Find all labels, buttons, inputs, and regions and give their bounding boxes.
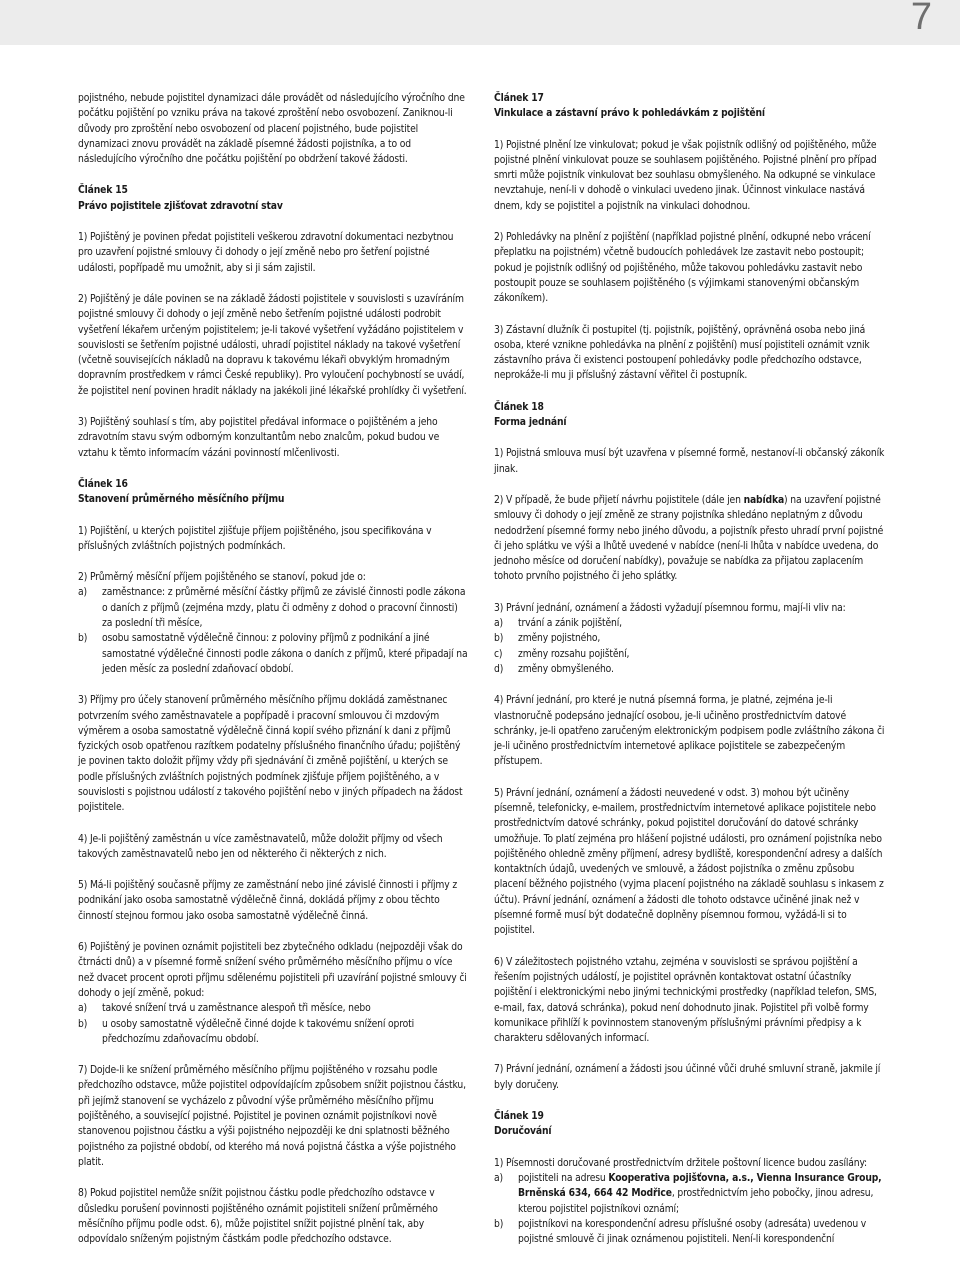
list-item bbox=[78, 1017, 470, 1048]
list-text: osobu samostatně výdělečně činnou: z poloviny příjmů z podnikání a jiné samostatné výdělečné činnosti podle zákona o daních z příjmů, které připadají na jeden měsíc za poslední zdaňovací období. bbox=[102, 632, 468, 675]
list-item bbox=[494, 616, 886, 631]
right-column bbox=[494, 91, 886, 1263]
article-16-paragraph-5: 5) Má-li pojištěný současně příjmy ze zaměstnání nebo jiné závislé činnosti i příjmy z podnikání jako osoba samostatně výdělečně činná, dokládá příjmy z obou těchto činností stejnou formou jako osoba samostatně výdělečně činná. bbox=[78, 879, 458, 922]
list-item bbox=[78, 631, 470, 677]
list-marker: a) bbox=[494, 617, 503, 630]
article-16-heading bbox=[78, 477, 470, 508]
article-17-title: Článek 17 bbox=[494, 92, 544, 104]
list-item bbox=[494, 1171, 886, 1217]
article-18-subtitle: Forma jednání bbox=[494, 416, 567, 429]
article-18-paragraph-4: 4) Právní jednání, pro které je nutná písemná forma, je platné, zejména je-li vlastnoručně podepsáno jednající osobou, je-li učiněno prostřednictvím datové schránky, je-li opatřeno zaručeným elektronickým podpisem podle zvláštního zákona či je-li učiněno prostřednictvím internetové aplikace pojistitele se zabezpečeným přístupem. bbox=[494, 694, 885, 768]
list-marker: d) bbox=[494, 662, 504, 675]
list-marker: b) bbox=[78, 1017, 88, 1030]
article-16-paragraph-6-list bbox=[78, 1001, 470, 1047]
list-marker: a) bbox=[494, 1171, 503, 1184]
page-number: 7 bbox=[910, 0, 932, 38]
article-16-paragraph-7: 7) Dojde-li ke snížení průměrného měsíčního příjmu pojištěného v rozsahu podle předchozího odstavce, může pojistitel odpovídajícím způsobem snížit pojistnou částku, při jejímž stanovení se vycházelo z původní výše průměrného měsíčního příjmu pojištěného, a související pojistné. Pojistitel je povinen oznámit pojistníkovi nově stanovenou pojistnou částku a výši pojistného nejpozději ke dni splatnosti běžného pojistného za pojistné období, od kterého má nová pojistná částka a výše pojistného platit. bbox=[78, 1064, 466, 1168]
list-text: změny rozsahu pojištění, bbox=[518, 647, 630, 660]
article-18-paragraph-7: 7) Právní jednání, oznámení a žádosti jsou účinné vůči druhé smluvní straně, jakmile jí byly doručeny. bbox=[494, 1063, 881, 1091]
list-marker: c) bbox=[494, 647, 503, 660]
article-15-paragraph-1: 1) Pojištěný je povinen předat pojistiteli veškerou zdravotní dokumentaci nezbytnou pro uzavření pojistné smlouvy či dohody o její změně nebo pro šetření pojistné události, popřípadě mu umožnit, aby si ji sám zajistil. bbox=[78, 231, 454, 274]
article-16-paragraph-4: 4) Je-li pojištěný zaměstnán u více zaměstnavatelů, může doložit příjmy od všech takových zaměstnavatelů nebo jen od některého či některých z nich. bbox=[78, 832, 443, 860]
article-18-paragraph-5: 5) Právní jednání, oznámení a žádosti neuvedené v odst. 3) mohou být učiněny písemně, telefonicky, e-mailem, prostřednictvím internetové aplikace pojistitele nebo prostřednictvím datové schránky, pokud pojistitel doručování do datové schránky umožňuje. To platí zejména pro hlášení pojistné události, pro oznámení pojistníka nebo pojištěného ohledně změny příjmení, adresy bydliště, korespondenční adresy a dalších kontaktních údajů, uvedených ve smlouvě, a žádost pojistníka o změnu způsobu placení běžného pojistného (vyjma placení pojistného na základě souhlasu s inkasem z účtu). Právní jednání, oznámení a žádosti dle tohoto odstavce učiněné jinak než v písemné formě musí být dodatečně doplněny písemnou formou, vyžádá-li si to pojistitel. bbox=[494, 786, 884, 937]
list-text: u osoby samostatně výdělečně činné dojde k takovému snížení oproti předchozímu zdaňovacímu období. bbox=[102, 1017, 415, 1045]
list-marker: a) bbox=[78, 1002, 87, 1015]
article-15-paragraph-2: 2) Pojištěný je dále povinen se na základě žádosti pojistitele v souvislosti s uzavíráním pojistné smlouvy či dohody o její změně nebo šetřením pojistné události podrobit vyšetření lékařem určeným pojistitelem; je-li takové vyšetření vyžádáno pojistitelem v souvislosti se šetřením pojistné události, uhradí pojistitel náklady na takové vyšetření (včetně souvisejících nákladů na dopravu k takovému lékaři obvyklým hromadným dopravním prostředkem v rámci České republiky). Pro vyloučení pochybností se uvádí, že pojistitel není povinen hradit náklady na jakékoli jiné lékařské prohlídky či vyšetření. bbox=[78, 292, 467, 397]
list-text: pojistníkovi na korespondenční adresu příslušné osoby (adresáta) uvedenou v pojistné smlouvě či jinak oznámenou pojistiteli. Není-li korespondenční bbox=[518, 1217, 867, 1246]
insurer-address: Kooperativa pojišťovna, a.s., Vienna Insurance Group, Brněnská 634, 664 42 Modřice bbox=[518, 1171, 882, 1200]
list-item bbox=[78, 1001, 470, 1016]
article-18-paragraph-1: 1) Pojistná smlouva musí být uzavřena v písemné formě, nestanoví-li občanský zákoník jinak. bbox=[494, 447, 885, 475]
list-marker: b) bbox=[78, 632, 88, 645]
article-16-subtitle: Stanovení průměrného měsíčního příjmu bbox=[78, 493, 285, 506]
list-text: změny obmyšleného. bbox=[518, 662, 614, 675]
article-16-title: Článek 16 bbox=[78, 477, 128, 490]
list-item bbox=[494, 647, 886, 662]
article-16-paragraph-1: 1) Pojištění, u kterých pojistitel zjišťuje příjem pojištěného, jsou specifikována v příslušných zvláštních pojistných podmínkách. bbox=[78, 524, 432, 552]
list-marker: b) bbox=[494, 1217, 504, 1230]
header-band bbox=[0, 0, 960, 45]
article-18-paragraph-3: 3) Právní jednání, oznámení a žádosti vyžadují písemnou formu, mají-li vliv na: bbox=[494, 601, 846, 614]
list-text: zaměstnance: z průměrné měsíční částky příjmů ze závislé činnosti podle zákona o daních z příjmů (zejména mzdy, platu či odměny z dohod o pracovní činnosti) za poslední tři měsíce, bbox=[102, 586, 466, 630]
article-16-paragraph-8: 8) Pokud pojistitel nemůže snížit pojistnou částku podle předchozího odstavce v důsledku porušení povinnosti pojištěného oznámit pojistiteli snížení průměrného měsíčního příjmu podle odst. 6), může pojistitel snížit pojistné plnění tak, aby odpovídalo sníženým pojistným částkám podle předchozího odstavce. bbox=[78, 1187, 438, 1246]
article-17-paragraph-3: 3) Zástavní dlužník či postupitel (tj. pojistník, pojištěný, oprávněná osoba nebo jiná osoba, které vznikne pohledávka na plnění z pojištění) musí pojistiteli oznámit vznik zástavního práva či existenci postoupení pohledávky podle předchozího odstavce, neprokáže-li mu ji příslušný zástavní věřitel či postupník. bbox=[494, 323, 870, 382]
intro-paragraph: pojistného, nebude pojistitel dynamizaci dále provádět od následujícího výročního dne počátku pojištění po vzniku práva na takové zproštění nebo osvobození. Zaniknou-li důvody pro zproštění nebo osvobození od placení pojistného, bude pojistitel dynamizaci znovu provádět na základě písemné žádosti pojistníka, a to od následujícího výročního dne počátku pojištění po obdržení takové žádosti. bbox=[78, 92, 465, 166]
left-column bbox=[78, 91, 470, 1247]
address-outro: , prostřednictvím jeho pobočky, jinou adresu, kterou pojistitel pojistníkovi oznámí; bbox=[518, 1187, 874, 1215]
article-19-subtitle: Doručování bbox=[494, 1125, 552, 1138]
article-18-title: Článek 18 bbox=[494, 400, 544, 413]
article-17-paragraph-1: 1) Pojistné plnění lze vinkulovat; pokud je však pojistník odlišný od pojištěného, může pojistné plnění vinkulovat pouze se souhlasem pojištěného. Pojistné plnění pro případ smrti může pojistník vinkulovat bez souhlasu obmyšleného. Na odkupné se vinkulace nevztahuje, není-li v dohodě o vinkulaci uvedeno jinak. Účinnost vinkulace nastává dnem, kdy se pojistitel a pojistník na vinkulaci dohodnou. bbox=[494, 138, 877, 212]
article-17-subtitle: Vinkulace a zástavní právo k pohledávkám z pojištění bbox=[494, 107, 765, 120]
list-marker: a) bbox=[78, 586, 87, 599]
list-item bbox=[494, 662, 886, 677]
article-16-paragraph-3: 3) Příjmy pro účely stanovení průměrného měsíčního příjmu dokládá zaměstnanec potvrzením svého zaměstnavatele a popřípadě i pracovní smlouvou či mzdovým výměrem a osoba samostatně výdělečně činná kopií svého přiznání k dani z příjmů fyzických osob opatřenou razítkem podatelny příslušného finančního úřadu; pojištěný je povinen takto doložit příjmy vždy při sjednávání či změně pojištění, u kterých se podle příslušných zvláštních pojistných podmínek zjišťuje příjem pojištěného, a v souvislosti s pojistnou událostí z takového pojištění nebo v jiných případech na žádost pojistitele. bbox=[78, 694, 463, 814]
article-16-paragraph-2: 2) Průměrný měsíční příjem pojištěného se stanoví, pokud jde o: bbox=[78, 571, 366, 584]
list-text bbox=[518, 1171, 886, 1217]
article-18-heading bbox=[494, 400, 886, 431]
article-16-paragraph-6: 6) Pojištěný je povinen oznámit pojistiteli bez zbytečného odkladu (nejpozději však do čtrnácti dnů) a v písemné formě snížení svého průměrného měsíčního příjmu o více než dvacet procent oproti příjmu sdělenému pojistiteli při uzavírání pojistné smlouvy či dohody o její změně, pokud: bbox=[78, 941, 467, 999]
article-19-paragraph-1: 1) Písemnosti doručované prostřednictvím držitele poštovní licence budou zasílány: bbox=[494, 1156, 868, 1169]
article-15-heading bbox=[78, 183, 470, 214]
article-15-title: Článek 15 bbox=[78, 184, 128, 197]
article-17-heading bbox=[494, 91, 886, 122]
article-19-title: Článek 19 bbox=[494, 1110, 544, 1123]
article-18-paragraph-2 bbox=[494, 493, 886, 585]
article-17-paragraph-2: 2) Pohledávky na plnění z pojištění (například pojistné plnění, odkupné nebo vrácení přeplatku na pojistném) včetně budoucích pohledávek lze zastavit nebo postoupit; pokud je pojistník odlišný od pojištěného, může takovou pohledávku zastavit nebo postoupit pouze se souhlasem pojištěného (s výjimkami stanovenými občanským zákoníkem). bbox=[494, 231, 871, 305]
article-15-paragraph-3: 3) Pojištěný souhlasí s tím, aby pojistitel předával informace o pojištěném a jeho zdravotním stavu svým odborným konzultantům nebo znalcům, pokud budou ve vztahu k těmto informacím vázáni povinností mlčenlivosti. bbox=[78, 416, 440, 459]
list-text: trvání a zánik pojištění, bbox=[518, 617, 622, 630]
article-18-paragraph-2-bold: nabídka bbox=[743, 493, 785, 506]
address-intro: pojistiteli na adresu bbox=[518, 1171, 609, 1184]
article-18-paragraph-6: 6) V záležitostech pojistného vztahu, zejména v souvislosti se správou pojištění a řešením pojistných událostí, je pojistitel oprávněn kontaktovat ostatní účastníky pojištění i elektronickými nebo jinými technickými prostředky (například telefon, SMS, e-mail, fax, datová schránka), pokud není dohodnuto jinak. Pojistitel při volbě formy komunikace přihlíží k povinnostem stanoveným příslušnými právními předpisy a k charakteru sdělovaných informací. bbox=[494, 955, 877, 1045]
article-19-paragraph-1-list bbox=[494, 1171, 886, 1247]
list-text: takové snížení trvá u zaměstnance alespoň tři měsíce, nebo bbox=[102, 1002, 371, 1015]
list-item bbox=[494, 1217, 886, 1248]
article-16-paragraph-2-list bbox=[78, 585, 470, 677]
article-18-paragraph-2-start: 2) V případě, že bude přijetí návrhu pojistitele (dále jen bbox=[494, 493, 744, 506]
article-18-paragraph-3-list bbox=[494, 616, 886, 677]
list-item bbox=[494, 631, 886, 646]
article-18-paragraph-2-end: ) na uzavření pojistné smlouvy či dohody o její změně ze strany pojistníka shledáno neplatným z důvodu nedodržení písemné formy nebo jiného důvodu, a pojistník přesto uhradí první pojistné či jeho splátku ve výši a lhůtě uvedené v nabídce (není-li lhůta v nabídce uvedena, do jednoho měsíce od doručení nabídky), považuje se nabídka za přijatou zaplacením tohoto prvního pojistného či jeho splátky. bbox=[494, 493, 884, 583]
list-marker: b) bbox=[494, 632, 504, 645]
article-19-heading bbox=[494, 1109, 886, 1140]
article-15-subtitle: Právo pojistitele zjišťovat zdravotní stav bbox=[78, 199, 283, 212]
list-text: změny pojistného, bbox=[518, 632, 601, 645]
list-item bbox=[78, 585, 470, 631]
